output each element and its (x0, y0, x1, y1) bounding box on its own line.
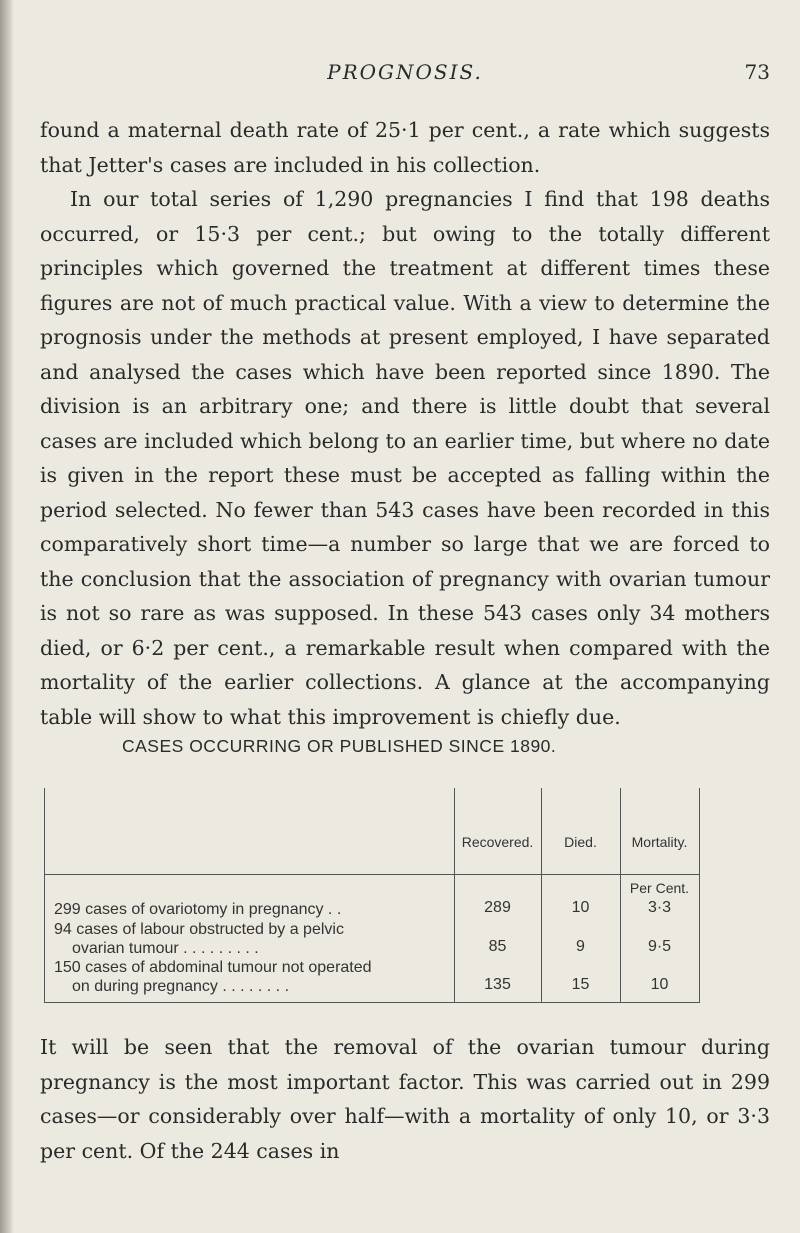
row-3-label-line2: on during pregnancy . . . . . . . . (72, 978, 290, 995)
table-caption: CASES OCCURRING OR PUBLISHED SINCE 1890. (122, 736, 557, 756)
header-died: Died. (564, 834, 597, 850)
row-1-recovered: 289 (484, 899, 511, 916)
row-2-label-line1: 94 cases of labour obstructed by a pelvic (54, 921, 344, 938)
row-3-recovered: 135 (484, 976, 511, 993)
header-recovered: Recovered. (461, 834, 534, 850)
table-right-rule (699, 788, 700, 1003)
table-header-rule (44, 874, 700, 875)
paragraph-2: In our total series of 1,290 pregnancies I find that 198 deaths occurred, or 15·3 per cent.; but owing to the totally different principles which governed the treatment at different times these figures are not of much practical value. With a view to determine the prognosis under the methods at present employed, I have separated and analysed the cases which have been reported since 1890. The division is an arbitrary one; and there is little doubt that several cases are included which belong to an earlier time, but where no date is given in the report these must be accepted as falling within the period selected. No fewer than 543 cases have been recorded in this comparatively short time—a number so large that we are forced to the conclusion that the association of pregnancy with ovarian tumour is not so rare as was supposed. In these 543 cases only 34 mothers died, or 6·2 per cent., a remarkable result when compared with the mortality of the earlier collections. A glance at the accompanying table will show to what this improvement is chiefly due. (40, 187, 770, 729)
page-number: 73 (744, 60, 770, 84)
row-2-recovered: 85 (488, 938, 507, 955)
row-1-died: 10 (571, 899, 590, 916)
row-1-label: 299 cases of ovariotomy in pregnancy . . (54, 901, 342, 918)
body-text (40, 113, 770, 734)
mortality-unit-note: Per Cent. (629, 880, 690, 896)
row-2-mortality: 9·5 (647, 938, 672, 955)
row-3-label-line1: 150 cases of abdominal tumour not operated (54, 959, 372, 976)
row-1-mortality: 3·3 (647, 899, 672, 916)
table-col-rule-2 (541, 788, 542, 1003)
closing-paragraph: It will be seen that the removal of the ovarian tumour during pregnancy is the most important factor. This was carried out in 299 cases—or considerably over half—with a mortality of only 10, or 3·3 per cent. Of the 244 cases in (40, 1035, 770, 1163)
table-col-rule-1 (454, 788, 455, 1003)
row-3-mortality: 10 (650, 976, 669, 993)
cases-table (44, 788, 700, 1003)
row-2-died: 9 (576, 938, 585, 955)
page-binding-shadow (0, 0, 14, 1233)
table-left-rule (44, 788, 45, 1003)
header-mortality: Mortality. (631, 834, 688, 850)
running-title: PROGNOSIS. (327, 60, 483, 84)
row-2-label-line2: ovarian tumour . . . . . . . . . (72, 940, 259, 957)
running-head (40, 60, 770, 90)
paragraph-1: found a maternal death rate of 25·1 per cent., a rate which suggests that Jetter's cases are included in his collection. (40, 118, 770, 177)
table-bottom-rule (44, 1002, 700, 1003)
row-3-died: 15 (571, 976, 590, 993)
